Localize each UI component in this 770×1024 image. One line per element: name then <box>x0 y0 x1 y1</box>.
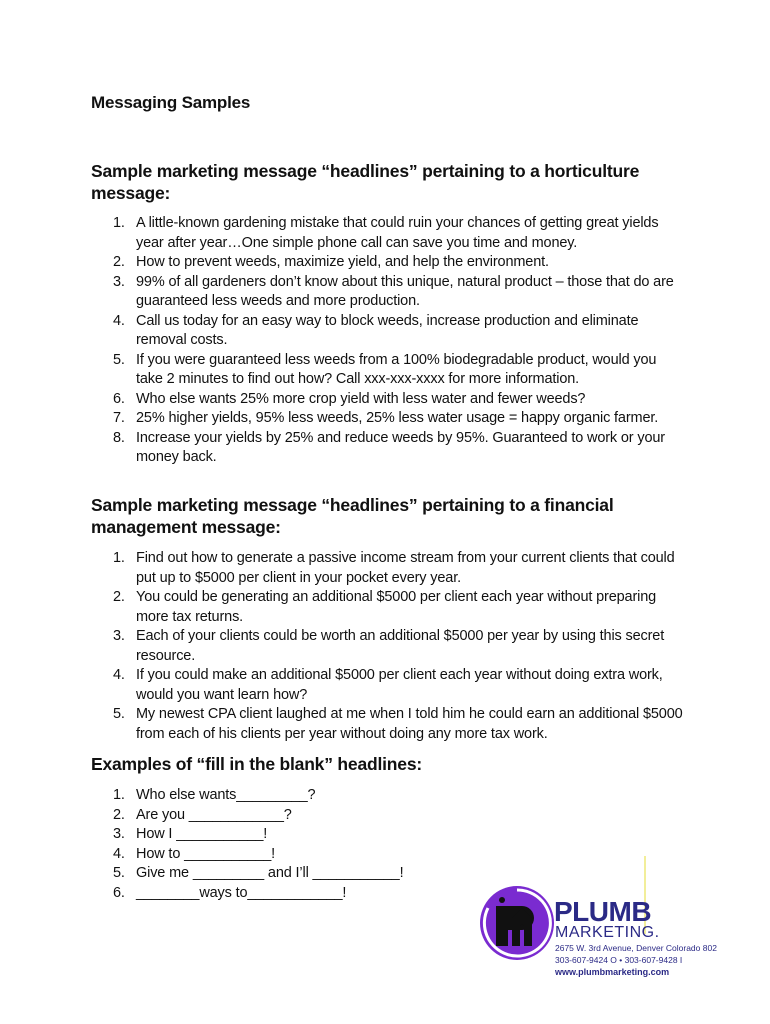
logo-address: 2675 W. 3rd Avenue, Denver Colorado 802 <box>555 943 717 953</box>
list-item: 3. 99% of all gardeners don’t know about this unique, natural product – those that do are guaranteed less weeds and more production. <box>113 273 674 309</box>
list-item: 4. Call us today for an easy way to block weeds, increase production and eliminate removal costs. <box>113 312 639 348</box>
list-item: 3. Each of your clients could be worth an additional $5000 per year by using this secret resource. <box>113 628 665 664</box>
list-item: 3. How I ___________! <box>113 826 268 842</box>
list-item: 6. ________ways to____________! <box>113 884 347 901</box>
list-item: 1. A little-known gardening mistake that could ruin your chances of getting great yields year after year…One simple phone call can save you time and money. <box>113 215 659 251</box>
list-item: 5. My newest CPA client laughed at me when I told him he could earn an additional $5000 from each of his clients per year without doing any more tax work. <box>113 706 683 742</box>
horticulture-headline-list <box>113 214 683 468</box>
list-item: 2. You could be generating an additional $5000 per client each year without preparing more tax returns. <box>113 589 657 625</box>
list-item: 4. If you could make an additional $5000 per client each year without doing extra work, would you want learn how? <box>113 667 663 703</box>
list-item: 5. If you were guaranteed less weeds from a 100% biodegradable product, would you take 2 minutes to find out how? Call xxx-xxx-xxxx for more information. <box>113 351 657 387</box>
section-heading-fill-in-blank: Examples of “fill in the blank” headlines: <box>91 754 422 774</box>
logo-name: PLUMB <box>554 896 652 927</box>
list-item: 1. Who else wants_________? <box>113 787 316 803</box>
plumb-logo-icon <box>478 884 556 962</box>
financial-headline-list <box>113 549 683 744</box>
section-heading-horticulture: Sample marketing message “headlines” pertaining to a horticulture message: <box>91 161 640 203</box>
list-item: 4. How to ___________! <box>113 845 276 862</box>
logo-phone: 303-607-9424 O • 303-607-9428 I <box>555 955 683 965</box>
list-item: 8. Increase your yields by 25% and reduce weeds by 95%. Guaranteed to work or your money back. <box>113 429 665 465</box>
list-item: 2. How to prevent weeds, maximize yield, and help the environment. <box>113 254 549 270</box>
list-item: 5. Give me _________ and I’ll ___________! <box>113 865 404 881</box>
section-heading-financial: Sample marketing message “headlines” pertaining to a financial management message: <box>91 495 614 537</box>
logo-subtitle: MARKETING. <box>555 924 660 941</box>
list-item: 2. Are you ____________? <box>113 806 292 823</box>
list-item: 7. 25% higher yields, 95% less weeds, 25% less water usage = happy organic farmer. <box>113 410 659 426</box>
plumb-marketing-logo <box>478 852 717 982</box>
list-item: 6. Who else wants 25% more crop yield with less water and fewer weeds? <box>113 390 586 407</box>
document-title: Messaging Samples <box>91 93 251 112</box>
list-item: 1. Find out how to generate a passive income stream from your current clients that could put up to $5000 per client in your pocket every year. <box>113 550 675 586</box>
logo-url: www.plumbmarketing.com <box>555 967 670 977</box>
